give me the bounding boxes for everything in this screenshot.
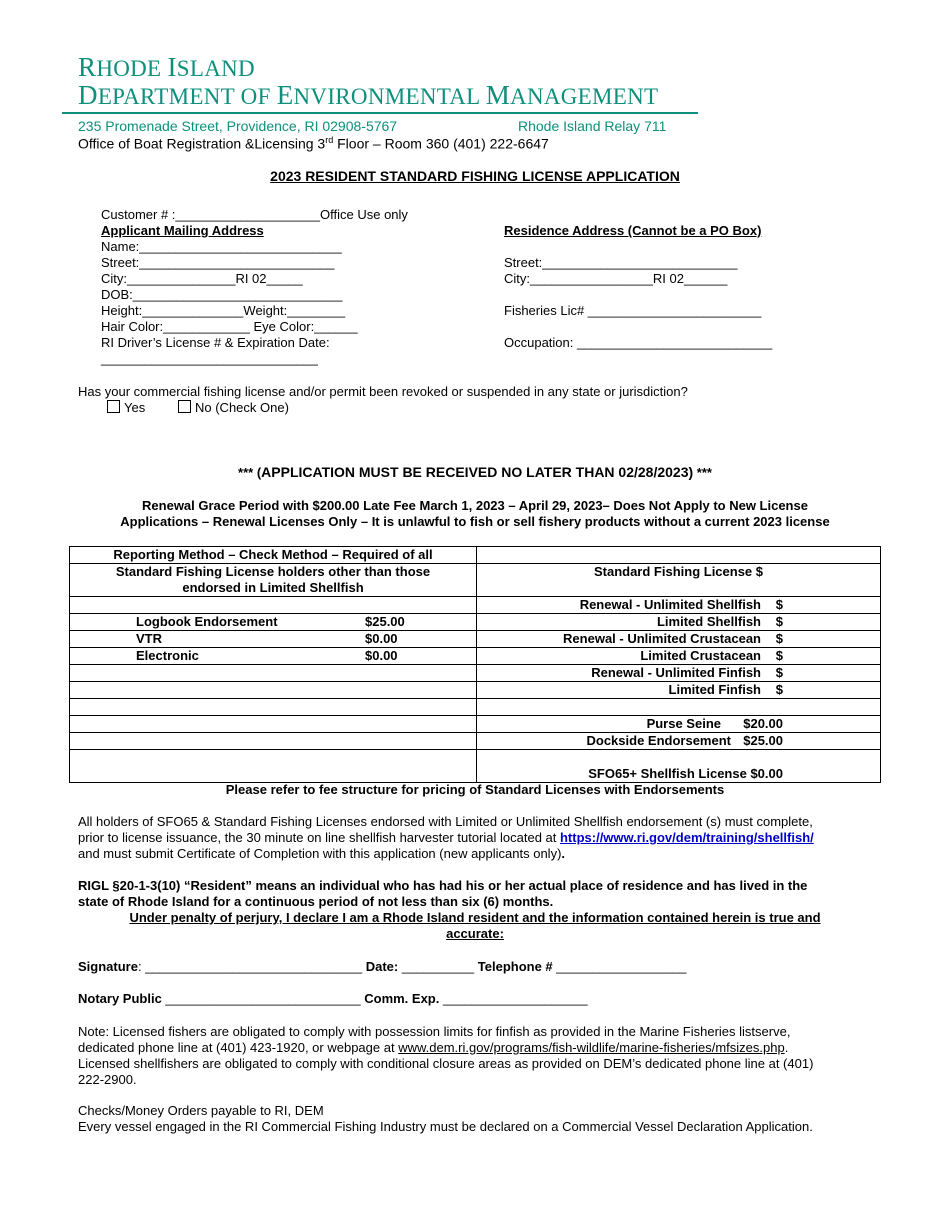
fee-row-renewal-unlimited-crustacean[interactable]: Renewal - Unlimited Crustacean $	[477, 631, 881, 648]
fee-structure-note: Please refer to fee structure for pricing of Standard Licenses with Endorsements	[225, 782, 725, 797]
drivers-license-field[interactable]: ______________________________	[101, 351, 318, 366]
reporting-method-header-2: Standard Fishing License holders other than those endorsed in Limited Shellfish	[70, 564, 477, 597]
revoked-yes-option[interactable]: Yes	[107, 400, 145, 415]
residence-address-heading: Residence Address (Cannot be a PO Box)	[504, 223, 762, 238]
office-line: Office of Boat Registration &Licensing 3rd Floor – Room 360 (401) 222-6647	[78, 135, 549, 152]
occupation-field[interactable]: Occupation: ___________________________	[504, 335, 773, 350]
tutorial-line1: All holders of SFO65 & Standard Fishing Licenses endorsed with Limited or Unlimited Shellfish endorsement (s) must complete,	[78, 814, 813, 829]
tutorial-line3: and must submit Certificate of Completion with this application (new applicants only).	[78, 846, 566, 861]
fisheries-license-field[interactable]: Fisheries Lic# ________________________	[504, 303, 762, 318]
reporting-vtr[interactable]: VTR $0.00	[70, 631, 477, 648]
residence-street-field[interactable]: Street:___________________________	[504, 255, 738, 270]
notary-label: Notary Public	[78, 991, 162, 1006]
table-row	[70, 614, 881, 631]
fee-row-renewal-unlimited-finfish[interactable]: Renewal - Unlimited Finfish $	[477, 665, 881, 682]
vessel-declaration-note: Every vessel engaged in the RI Commercial Fishing Industry must be declared on a Commercial Vessel Declaration Application.	[78, 1119, 813, 1134]
fee-row-purse-seine[interactable]: Purse Seine $20.00	[477, 716, 881, 733]
perjury-line2: accurate:	[446, 926, 504, 941]
fee-row-renewal-unlimited-shellfish[interactable]: Renewal - Unlimited Shellfish $	[477, 597, 881, 614]
fee-row-sfo65-shellfish[interactable]: SFO65+ Shellfish License $0.00	[477, 750, 881, 783]
standard-license-header: Standard Fishing License $	[477, 564, 881, 597]
checkbox-yes[interactable]	[107, 400, 120, 413]
renewal-notice-line1: Renewal Grace Period with $200.00 Late Fee March 1, 2023 – April 29, 2023– Does Not Apply to New License	[142, 498, 808, 513]
note-line2: dedicated phone line at (401) 423-1920, or webpage at www.dem.ri.gov/programs/fish-wildlife/marine-fisheries/mfsizes.php.	[78, 1040, 789, 1055]
reporting-logbook[interactable]: Logbook Endorsement $25.00	[70, 614, 477, 631]
mailing-street-field[interactable]: Street:___________________________	[101, 255, 335, 270]
note-line1: Note: Licensed fishers are obligated to comply with possession limits for finfish as provided in the Marine Fisheries listserve,	[78, 1024, 791, 1039]
table-row	[70, 665, 881, 682]
hair-eye-field[interactable]: Hair Color:____________ Eye Color:______	[101, 319, 358, 334]
date-label: Date:	[365, 959, 399, 974]
header-divider	[62, 112, 698, 114]
table-row	[70, 564, 881, 597]
table-row	[70, 597, 881, 614]
note-line4: 222-2900.	[78, 1072, 137, 1087]
signature-label: Signature	[78, 959, 138, 974]
checkbox-no[interactable]	[178, 400, 191, 413]
mfsizes-link[interactable]: www.dem.ri.gov/programs/fish-wildlife/marine-fisheries/mfsizes.php	[398, 1040, 785, 1055]
mailing-address-heading: Applicant Mailing Address	[101, 223, 264, 238]
name-field[interactable]: Name:____________________________	[101, 239, 342, 254]
residence-city-field[interactable]: City:_________________RI 02______	[504, 271, 728, 286]
signature-field[interactable]: : ______________________________	[137, 959, 363, 974]
relay-number: Rhode Island Relay 711	[518, 118, 667, 134]
table-row	[70, 716, 881, 733]
revoked-question: Has your commercial fishing license and/or permit been revoked or suspended in any state or jurisdiction?	[78, 384, 688, 399]
mailing-city-field[interactable]: City:_______________RI 02_____	[101, 271, 303, 286]
agency-name-line1: RHODE ISLAND	[78, 52, 255, 82]
deadline-notice: *** (APPLICATION MUST BE RECEIVED NO LATER THAN 02/28/2023) ***	[238, 464, 712, 480]
fee-row-limited-crustacean[interactable]: Limited Crustacean $	[477, 648, 881, 665]
reporting-method-header-1: Reporting Method – Check Method – Required of all	[70, 547, 477, 564]
telephone-field[interactable]: __________________	[552, 959, 687, 974]
agency-address: 235 Promenade Street, Providence, RI 02908-5767	[78, 118, 398, 134]
dob-field[interactable]: DOB:_____________________________	[101, 287, 343, 302]
customer-number-field[interactable]: Customer # :____________________Office Use only	[101, 207, 408, 222]
notary-field[interactable]: ___________________________	[161, 991, 365, 1006]
fee-table	[69, 546, 881, 783]
fee-row-dockside-endorsement[interactable]: Dockside Endorsement $25.00	[477, 733, 881, 750]
table-row	[70, 631, 881, 648]
telephone-label: Telephone #	[477, 959, 553, 974]
signature-row	[78, 959, 686, 974]
form-title: 2023 RESIDENT STANDARD FISHING LICENSE APPLICATION	[270, 168, 680, 184]
table-row	[70, 733, 881, 750]
comm-exp-field[interactable]: ____________________	[439, 991, 588, 1006]
revoked-no-option[interactable]: No (Check One)	[178, 400, 289, 415]
fee-row-limited-finfish[interactable]: Limited Finfish $	[477, 682, 881, 699]
note-line3: Licensed shellfishers are obligated to comply with conditional closure areas as provided on DEM’s dedicated phone line at (401)	[78, 1056, 814, 1071]
reporting-electronic[interactable]: Electronic $0.00	[70, 648, 477, 665]
table-row	[70, 750, 881, 783]
table-row	[70, 682, 881, 699]
date-field[interactable]: __________	[398, 959, 478, 974]
table-row	[70, 699, 881, 716]
drivers-license-label: RI Driver’s License # & Expiration Date:	[101, 335, 330, 350]
height-weight-field[interactable]: Height:______________Weight:________	[101, 303, 346, 318]
rigl-line2: state of Rhode Island for a continuous period of not less than six (6) months.	[78, 894, 554, 909]
table-row	[70, 547, 881, 564]
agency-name-line2: DEPARTMENT OF ENVIRONMENTAL MANAGEMENT	[78, 80, 659, 110]
rigl-line1: RIGL §20-1-3(10) “Resident” means an individual who has had his or her actual place of residence and has lived in the	[78, 878, 808, 893]
fee-row-limited-shellfish[interactable]: Limited Shellfish $	[477, 614, 881, 631]
perjury-line1: Under penalty of perjury, I declare I am a Rhode Island resident and the information contained herein is true and	[129, 910, 821, 925]
comm-exp-label: Comm. Exp.	[364, 991, 440, 1006]
notary-row	[78, 991, 588, 1006]
renewal-notice-line2: Applications – Renewal Licenses Only – It is unlawful to fish or sell fishery products without a current 2023 license	[120, 514, 830, 529]
tutorial-line2: prior to license issuance, the 30 minute on line shellfish harvester tutorial located at https://www.ri.gov/dem/training/shellfish/	[78, 830, 814, 845]
shellfish-tutorial-link[interactable]: https://www.ri.gov/dem/training/shellfish/	[559, 830, 814, 845]
table-row	[70, 648, 881, 665]
checks-payable: Checks/Money Orders payable to RI, DEM	[78, 1103, 324, 1118]
